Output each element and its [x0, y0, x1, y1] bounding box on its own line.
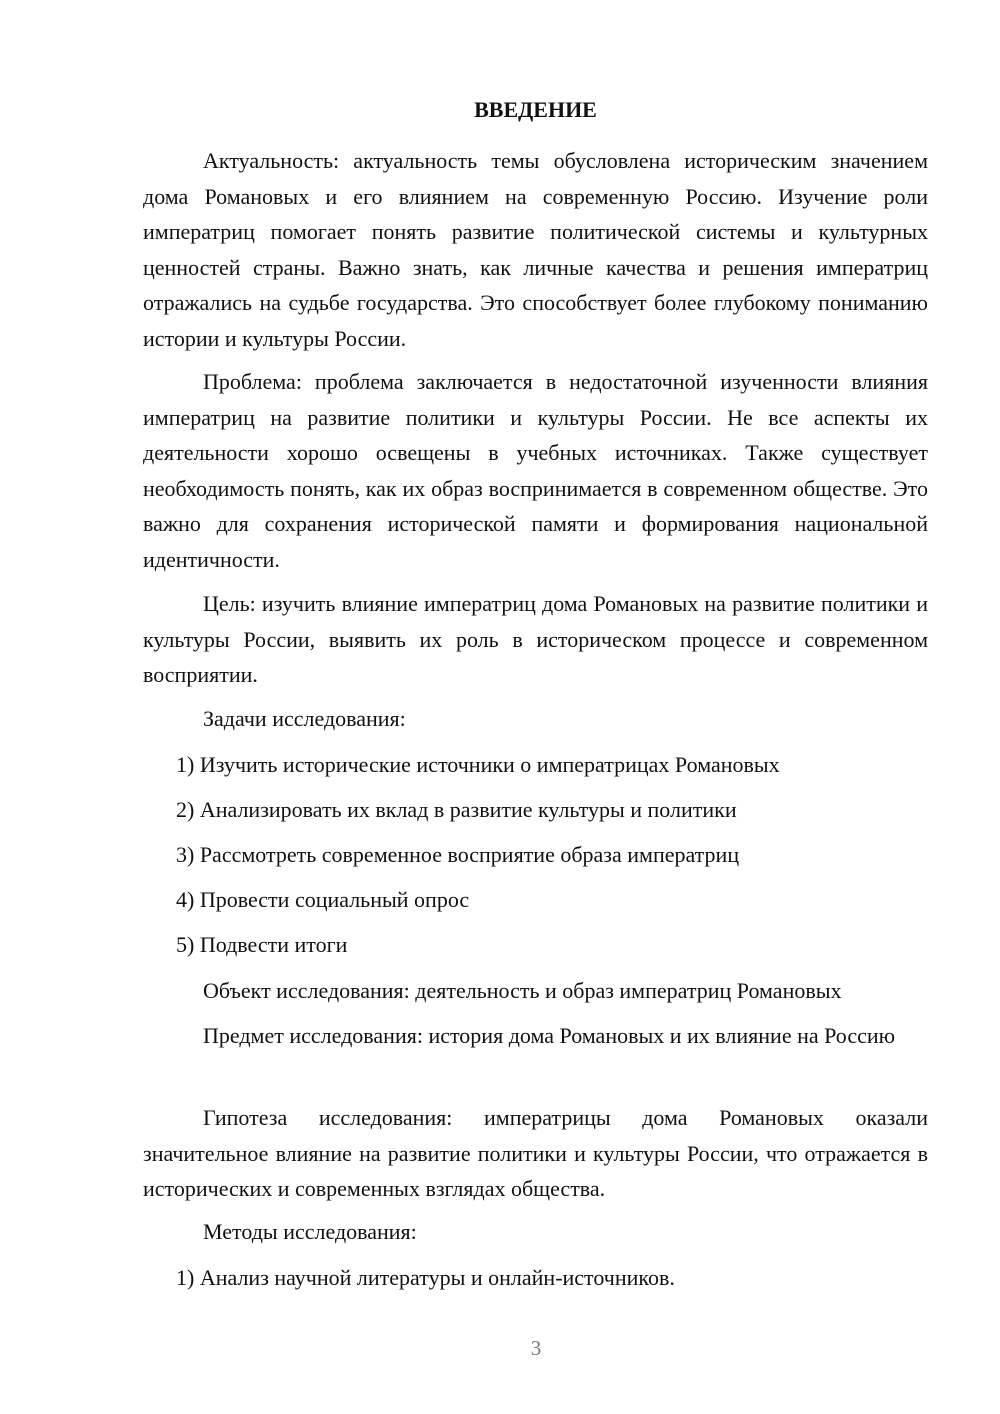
- task-item: 5) Подвести итоги: [176, 932, 348, 957]
- tasks-heading: Задачи исследования:: [203, 706, 406, 731]
- object-line: Объект исследования: деятельность и образ императриц Романовых: [203, 978, 842, 1003]
- relevance-paragraph: Актуальность: актуальность темы обусловлена историческим значением дома Романовых и его влиянием на современную Россию. Изучение роли императриц помогает понять развитие политической системы и культурных ценностей страны. Важно знать, как личные качества и решения императриц отражались на судьбе государства. Это способствует более глубокому пониманию истории и культуры России.: [143, 148, 928, 351]
- page-number: 3: [530, 1336, 542, 1360]
- goal-paragraph: Цель: изучить влияние императриц дома Романовых на развитие политики и культуры России, выявить их роль в историческом процессе и современном восприятии.: [143, 591, 928, 687]
- methods-heading: Методы исследования:: [203, 1219, 417, 1244]
- subject-paragraph: Предмет исследования: история дома Романовых и их влияние на Россию: [203, 1023, 896, 1048]
- problem-paragraph: Проблема: проблема заключается в недостаточной изученности влияния императриц на развитие политики и культуры России. Не все аспекты их деятельности хорошо освещены в учебных источниках. Также существует необходимость понять, как их образ воспринимается в современном обществе. Это важно для сохранения исторической памяти и формирования национальной идентичности.: [143, 369, 928, 572]
- task-item: 2) Анализировать их вклад в развитие культуры и политики: [176, 797, 737, 822]
- task-item: 1) Изучить исторические источники о императрицах Романовых: [176, 752, 780, 777]
- section-title: ВВЕДЕНИЕ: [474, 97, 597, 122]
- task-item: 3) Рассмотреть современное восприятие образа императриц: [176, 842, 740, 867]
- task-item: 4) Провести социальный опрос: [176, 887, 470, 912]
- hypothesis-paragraph: Гипотеза исследования: императрицы дома Романовых оказали значительное влияние на развитие политики и культуры России, что отражается в исторических и современных взглядах общества.: [143, 1105, 928, 1201]
- method-item: 1) Анализ научной литературы и онлайн-источников.: [176, 1265, 675, 1290]
